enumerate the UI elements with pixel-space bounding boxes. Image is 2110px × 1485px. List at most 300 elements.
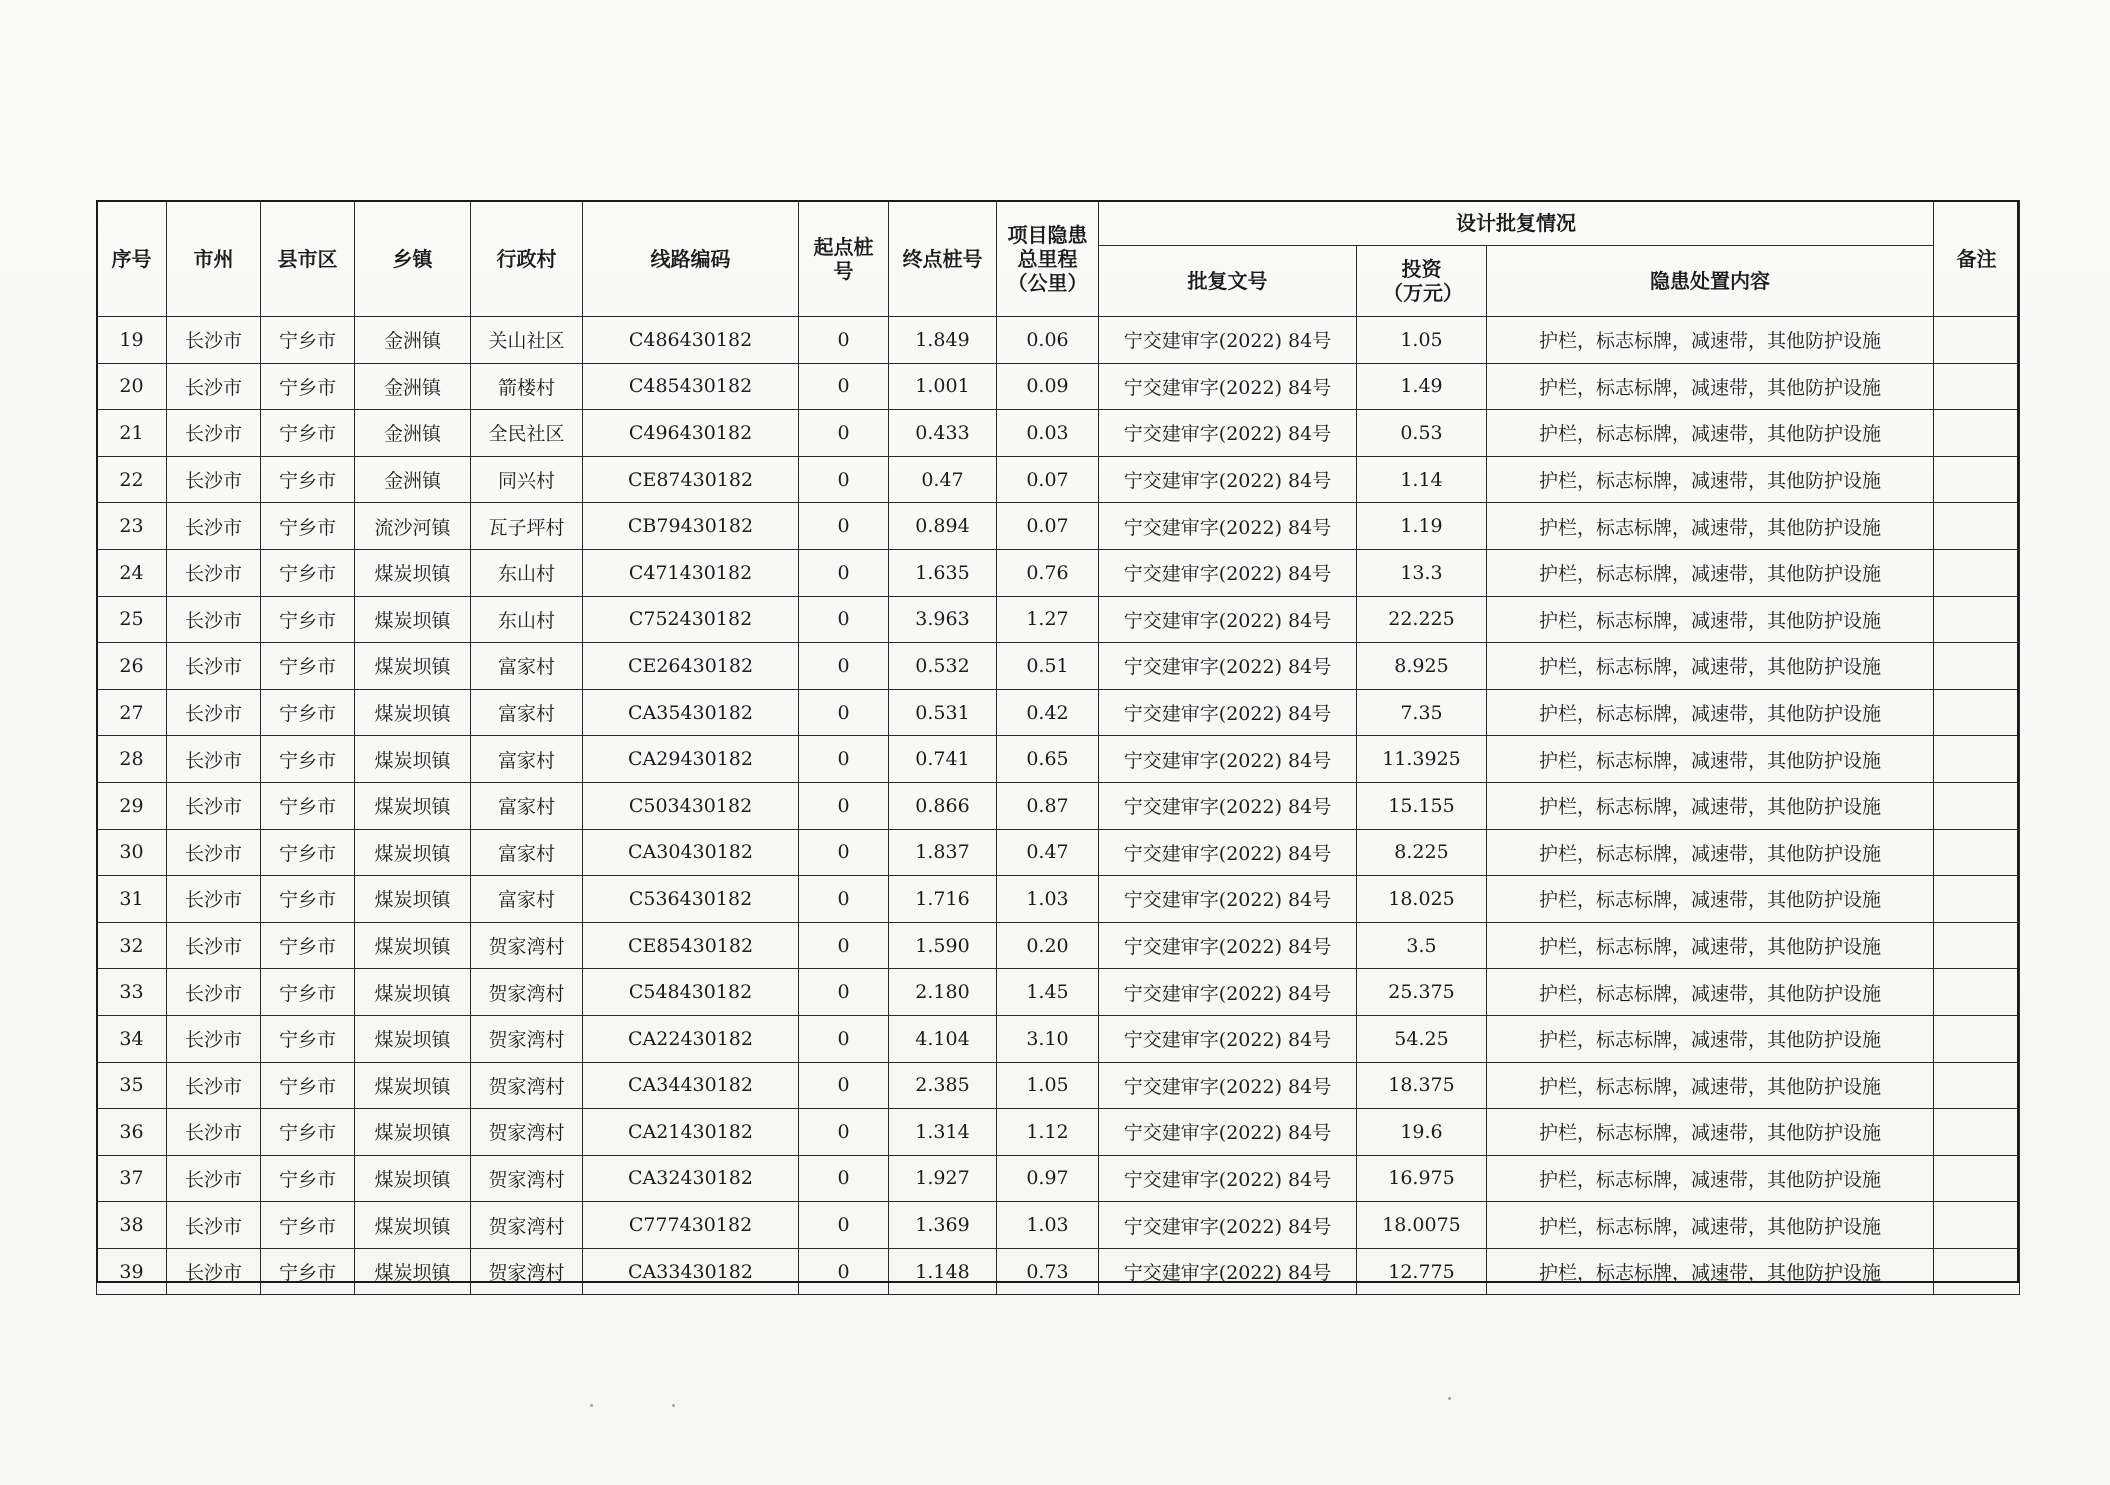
cell-investment: 16.975 bbox=[1357, 1155, 1487, 1202]
cell-town: 煤炭坝镇 bbox=[355, 876, 471, 923]
header-seq: 序号 bbox=[97, 201, 167, 317]
cell-investment: 1.05 bbox=[1357, 317, 1487, 364]
header-county: 县市区 bbox=[261, 201, 355, 317]
table-row bbox=[97, 922, 2020, 969]
cell-city: 长沙市 bbox=[167, 363, 261, 410]
cell-start-pile: 0 bbox=[799, 922, 889, 969]
cell-approval-doc: 宁交建审字(2022) 84号 bbox=[1099, 736, 1357, 783]
cell-town: 煤炭坝镇 bbox=[355, 782, 471, 829]
cell-investment: 18.025 bbox=[1357, 876, 1487, 923]
cell-mileage: 1.45 bbox=[997, 969, 1099, 1016]
table-row bbox=[97, 596, 2020, 643]
table-row bbox=[97, 410, 2020, 457]
cell-city: 长沙市 bbox=[167, 1155, 261, 1202]
cell-route-code: C548430182 bbox=[583, 969, 799, 1016]
cell-investment: 13.3 bbox=[1357, 549, 1487, 596]
cell-route-code: CA21430182 bbox=[583, 1109, 799, 1156]
cell-remark bbox=[1934, 363, 2020, 410]
cell-town: 金洲镇 bbox=[355, 363, 471, 410]
cell-city: 长沙市 bbox=[167, 317, 261, 364]
table-row bbox=[97, 782, 2020, 829]
cell-end-pile: 1.314 bbox=[889, 1109, 997, 1156]
cell-end-pile: 0.433 bbox=[889, 410, 997, 457]
cell-end-pile: 0.47 bbox=[889, 456, 997, 503]
cell-county: 宁乡市 bbox=[261, 1202, 355, 1249]
cell-start-pile: 0 bbox=[799, 1062, 889, 1109]
cell-route-code: CA22430182 bbox=[583, 1015, 799, 1062]
cell-village: 富家村 bbox=[471, 782, 583, 829]
cell-village: 同兴村 bbox=[471, 456, 583, 503]
cell-end-pile: 1.590 bbox=[889, 922, 997, 969]
cell-end-pile: 0.741 bbox=[889, 736, 997, 783]
cell-approval-doc: 宁交建审字(2022) 84号 bbox=[1099, 1062, 1357, 1109]
cell-remark bbox=[1934, 736, 2020, 783]
cell-route-code: C486430182 bbox=[583, 317, 799, 364]
cell-city: 长沙市 bbox=[167, 503, 261, 550]
cell-approval-doc: 宁交建审字(2022) 84号 bbox=[1099, 689, 1357, 736]
cell-mileage: 1.03 bbox=[997, 876, 1099, 923]
cell-town: 金洲镇 bbox=[355, 456, 471, 503]
cell-seq: 29 bbox=[97, 782, 167, 829]
header-mileage: 项目隐患总里程（公里） bbox=[997, 201, 1099, 317]
cell-village: 富家村 bbox=[471, 643, 583, 690]
cell-county: 宁乡市 bbox=[261, 596, 355, 643]
cell-village: 贺家湾村 bbox=[471, 1202, 583, 1249]
cell-content: 护栏，标志标牌，减速带，其他防护设施 bbox=[1487, 689, 1934, 736]
header-content: 隐患处置内容 bbox=[1487, 246, 1934, 317]
cell-town: 煤炭坝镇 bbox=[355, 1109, 471, 1156]
cell-town: 煤炭坝镇 bbox=[355, 549, 471, 596]
cell-county: 宁乡市 bbox=[261, 410, 355, 457]
cell-investment: 1.19 bbox=[1357, 503, 1487, 550]
cell-end-pile: 4.104 bbox=[889, 1015, 997, 1062]
cell-end-pile: 1.927 bbox=[889, 1155, 997, 1202]
cell-mileage: 0.51 bbox=[997, 643, 1099, 690]
cell-start-pile: 0 bbox=[799, 549, 889, 596]
cell-content: 护栏，标志标牌，减速带，其他防护设施 bbox=[1487, 549, 1934, 596]
table-row bbox=[97, 1062, 2020, 1109]
cell-route-code: C496430182 bbox=[583, 410, 799, 457]
cell-remark bbox=[1934, 1015, 2020, 1062]
cell-county: 宁乡市 bbox=[261, 363, 355, 410]
cell-content: 护栏，标志标牌，减速带，其他防护设施 bbox=[1487, 1062, 1934, 1109]
cell-content: 护栏，标志标牌，减速带，其他防护设施 bbox=[1487, 876, 1934, 923]
cell-content: 护栏，标志标牌，减速带，其他防护设施 bbox=[1487, 410, 1934, 457]
cell-village: 富家村 bbox=[471, 736, 583, 783]
cell-approval-doc: 宁交建审字(2022) 84号 bbox=[1099, 1202, 1357, 1249]
cell-county: 宁乡市 bbox=[261, 1109, 355, 1156]
cell-route-code: CE87430182 bbox=[583, 456, 799, 503]
cell-route-code: CA34430182 bbox=[583, 1062, 799, 1109]
cell-seq: 34 bbox=[97, 1015, 167, 1062]
cell-city: 长沙市 bbox=[167, 969, 261, 1016]
cell-county: 宁乡市 bbox=[261, 1015, 355, 1062]
cell-county: 宁乡市 bbox=[261, 643, 355, 690]
cell-remark bbox=[1934, 643, 2020, 690]
cell-remark bbox=[1934, 1155, 2020, 1202]
cell-county: 宁乡市 bbox=[261, 689, 355, 736]
cell-county: 宁乡市 bbox=[261, 876, 355, 923]
table-row bbox=[97, 1015, 2020, 1062]
cell-content: 护栏，标志标牌，减速带，其他防护设施 bbox=[1487, 1109, 1934, 1156]
cell-remark bbox=[1934, 689, 2020, 736]
cell-village: 贺家湾村 bbox=[471, 969, 583, 1016]
cell-route-code: C752430182 bbox=[583, 596, 799, 643]
cell-town: 煤炭坝镇 bbox=[355, 1015, 471, 1062]
cell-village: 箭楼村 bbox=[471, 363, 583, 410]
cell-city: 长沙市 bbox=[167, 1015, 261, 1062]
cell-county: 宁乡市 bbox=[261, 317, 355, 364]
cell-seq: 20 bbox=[97, 363, 167, 410]
cell-approval-doc: 宁交建审字(2022) 84号 bbox=[1099, 317, 1357, 364]
cell-remark bbox=[1934, 1062, 2020, 1109]
cell-city: 长沙市 bbox=[167, 596, 261, 643]
cell-city: 长沙市 bbox=[167, 736, 261, 783]
cell-end-pile: 2.385 bbox=[889, 1062, 997, 1109]
scan-speck bbox=[590, 1404, 593, 1407]
cell-route-code: CE85430182 bbox=[583, 922, 799, 969]
table-row bbox=[97, 363, 2020, 410]
cell-start-pile: 0 bbox=[799, 596, 889, 643]
cell-seq: 32 bbox=[97, 922, 167, 969]
cell-investment: 22.225 bbox=[1357, 596, 1487, 643]
cell-city: 长沙市 bbox=[167, 549, 261, 596]
cell-county: 宁乡市 bbox=[261, 922, 355, 969]
cell-city: 长沙市 bbox=[167, 643, 261, 690]
header-start-pile: 起点桩号 bbox=[799, 201, 889, 317]
cell-end-pile: 1.849 bbox=[889, 317, 997, 364]
cell-route-code: C536430182 bbox=[583, 876, 799, 923]
cell-end-pile: 0.894 bbox=[889, 503, 997, 550]
cell-investment: 18.0075 bbox=[1357, 1202, 1487, 1249]
cell-start-pile: 0 bbox=[799, 317, 889, 364]
cell-mileage: 0.47 bbox=[997, 829, 1099, 876]
cell-county: 宁乡市 bbox=[261, 549, 355, 596]
cell-end-pile: 0.532 bbox=[889, 643, 997, 690]
cell-start-pile: 0 bbox=[799, 363, 889, 410]
cell-seq: 24 bbox=[97, 549, 167, 596]
cell-mileage: 0.42 bbox=[997, 689, 1099, 736]
table-row bbox=[97, 1155, 2020, 1202]
cell-village: 贺家湾村 bbox=[471, 922, 583, 969]
cell-seq: 21 bbox=[97, 410, 167, 457]
cell-content: 护栏，标志标牌，减速带，其他防护设施 bbox=[1487, 456, 1934, 503]
cell-city: 长沙市 bbox=[167, 1062, 261, 1109]
cell-seq: 36 bbox=[97, 1109, 167, 1156]
cell-start-pile: 0 bbox=[799, 503, 889, 550]
cell-approval-doc: 宁交建审字(2022) 84号 bbox=[1099, 596, 1357, 643]
header-village: 行政村 bbox=[471, 201, 583, 317]
cell-content: 护栏，标志标牌，减速带，其他防护设施 bbox=[1487, 736, 1934, 783]
cell-start-pile: 0 bbox=[799, 689, 889, 736]
scan-speck bbox=[1448, 1397, 1451, 1400]
cell-remark bbox=[1934, 410, 2020, 457]
cell-start-pile: 0 bbox=[799, 1248, 889, 1295]
cell-start-pile: 0 bbox=[799, 1202, 889, 1249]
cell-village: 贺家湾村 bbox=[471, 1062, 583, 1109]
header-end-pile: 终点桩号 bbox=[889, 201, 997, 317]
cell-city: 长沙市 bbox=[167, 1109, 261, 1156]
cell-approval-doc: 宁交建审字(2022) 84号 bbox=[1099, 1109, 1357, 1156]
cell-start-pile: 0 bbox=[799, 643, 889, 690]
cell-start-pile: 0 bbox=[799, 1155, 889, 1202]
cell-seq: 28 bbox=[97, 736, 167, 783]
cell-remark bbox=[1934, 782, 2020, 829]
cell-end-pile: 1.369 bbox=[889, 1202, 997, 1249]
cell-start-pile: 0 bbox=[799, 456, 889, 503]
cell-mileage: 0.09 bbox=[997, 363, 1099, 410]
cell-county: 宁乡市 bbox=[261, 736, 355, 783]
cell-seq: 39 bbox=[97, 1248, 167, 1295]
cell-county: 宁乡市 bbox=[261, 1062, 355, 1109]
cell-village: 贺家湾村 bbox=[471, 1109, 583, 1156]
cell-content: 护栏，标志标牌，减速带，其他防护设施 bbox=[1487, 829, 1934, 876]
table-row bbox=[97, 689, 2020, 736]
scan-speck bbox=[672, 1404, 675, 1407]
cell-seq: 19 bbox=[97, 317, 167, 364]
table-row bbox=[97, 643, 2020, 690]
cell-content: 护栏，标志标牌，减速带，其他防护设施 bbox=[1487, 503, 1934, 550]
cell-end-pile: 3.963 bbox=[889, 596, 997, 643]
cell-start-pile: 0 bbox=[799, 736, 889, 783]
cell-investment: 25.375 bbox=[1357, 969, 1487, 1016]
table-row bbox=[97, 876, 2020, 923]
cell-approval-doc: 宁交建审字(2022) 84号 bbox=[1099, 643, 1357, 690]
cell-approval-doc: 宁交建审字(2022) 84号 bbox=[1099, 1248, 1357, 1295]
cell-mileage: 1.27 bbox=[997, 596, 1099, 643]
cell-remark bbox=[1934, 596, 2020, 643]
cell-approval-doc: 宁交建审字(2022) 84号 bbox=[1099, 876, 1357, 923]
cell-town: 煤炭坝镇 bbox=[355, 1248, 471, 1295]
cell-seq: 23 bbox=[97, 503, 167, 550]
cell-content: 护栏，标志标牌，减速带，其他防护设施 bbox=[1487, 596, 1934, 643]
cell-approval-doc: 宁交建审字(2022) 84号 bbox=[1099, 922, 1357, 969]
cell-seq: 25 bbox=[97, 596, 167, 643]
cell-approval-doc: 宁交建审字(2022) 84号 bbox=[1099, 549, 1357, 596]
cell-seq: 31 bbox=[97, 876, 167, 923]
cell-approval-doc: 宁交建审字(2022) 84号 bbox=[1099, 782, 1357, 829]
header-remarks: 备注 bbox=[1934, 201, 2020, 317]
cell-start-pile: 0 bbox=[799, 1015, 889, 1062]
cell-content: 护栏，标志标牌，减速带，其他防护设施 bbox=[1487, 1015, 1934, 1062]
cell-city: 长沙市 bbox=[167, 689, 261, 736]
cell-mileage: 1.12 bbox=[997, 1109, 1099, 1156]
cell-remark bbox=[1934, 876, 2020, 923]
cell-mileage: 3.10 bbox=[997, 1015, 1099, 1062]
cell-county: 宁乡市 bbox=[261, 1248, 355, 1295]
cell-investment: 8.225 bbox=[1357, 829, 1487, 876]
cell-county: 宁乡市 bbox=[261, 456, 355, 503]
cell-mileage: 1.05 bbox=[997, 1062, 1099, 1109]
table-row bbox=[97, 456, 2020, 503]
cell-village: 富家村 bbox=[471, 829, 583, 876]
cell-start-pile: 0 bbox=[799, 829, 889, 876]
header-investment: 投资（万元） bbox=[1357, 246, 1487, 317]
cell-approval-doc: 宁交建审字(2022) 84号 bbox=[1099, 829, 1357, 876]
cell-route-code: C485430182 bbox=[583, 363, 799, 410]
cell-city: 长沙市 bbox=[167, 876, 261, 923]
cell-end-pile: 1.837 bbox=[889, 829, 997, 876]
cell-town: 煤炭坝镇 bbox=[355, 969, 471, 1016]
cell-town: 煤炭坝镇 bbox=[355, 1202, 471, 1249]
cell-investment: 12.775 bbox=[1357, 1248, 1487, 1295]
cell-end-pile: 2.180 bbox=[889, 969, 997, 1016]
cell-town: 煤炭坝镇 bbox=[355, 689, 471, 736]
cell-town: 煤炭坝镇 bbox=[355, 1155, 471, 1202]
road-hazard-table bbox=[96, 200, 2020, 1295]
header-town: 乡镇 bbox=[355, 201, 471, 317]
cell-village: 贺家湾村 bbox=[471, 1155, 583, 1202]
table-row bbox=[97, 736, 2020, 783]
header-approval-group: 设计批复情况 bbox=[1099, 201, 1934, 246]
cell-town: 金洲镇 bbox=[355, 317, 471, 364]
cell-investment: 0.53 bbox=[1357, 410, 1487, 457]
cell-mileage: 0.73 bbox=[997, 1248, 1099, 1295]
cell-county: 宁乡市 bbox=[261, 503, 355, 550]
header-city: 市州 bbox=[167, 201, 261, 317]
cell-content: 护栏，标志标牌，减速带，其他防护设施 bbox=[1487, 1248, 1934, 1295]
cell-village: 东山村 bbox=[471, 596, 583, 643]
cell-approval-doc: 宁交建审字(2022) 84号 bbox=[1099, 1015, 1357, 1062]
cell-investment: 8.925 bbox=[1357, 643, 1487, 690]
cell-start-pile: 0 bbox=[799, 1109, 889, 1156]
cell-county: 宁乡市 bbox=[261, 829, 355, 876]
cell-remark bbox=[1934, 829, 2020, 876]
cell-village: 瓦子坪村 bbox=[471, 503, 583, 550]
table-row bbox=[97, 317, 2020, 364]
cell-route-code: CA29430182 bbox=[583, 736, 799, 783]
cell-approval-doc: 宁交建审字(2022) 84号 bbox=[1099, 456, 1357, 503]
cell-investment: 18.375 bbox=[1357, 1062, 1487, 1109]
cell-seq: 33 bbox=[97, 969, 167, 1016]
cell-route-code: C503430182 bbox=[583, 782, 799, 829]
cell-village: 贺家湾村 bbox=[471, 1248, 583, 1295]
cell-remark bbox=[1934, 1248, 2020, 1295]
table-row bbox=[97, 1248, 2020, 1295]
cell-city: 长沙市 bbox=[167, 456, 261, 503]
cell-end-pile: 1.148 bbox=[889, 1248, 997, 1295]
cell-village: 关山社区 bbox=[471, 317, 583, 364]
cell-investment: 1.14 bbox=[1357, 456, 1487, 503]
cell-seq: 38 bbox=[97, 1202, 167, 1249]
cell-content: 护栏，标志标牌，减速带，其他防护设施 bbox=[1487, 969, 1934, 1016]
cell-city: 长沙市 bbox=[167, 1202, 261, 1249]
cell-county: 宁乡市 bbox=[261, 782, 355, 829]
cell-village: 富家村 bbox=[471, 689, 583, 736]
header-route-code: 线路编码 bbox=[583, 201, 799, 317]
cell-approval-doc: 宁交建审字(2022) 84号 bbox=[1099, 1155, 1357, 1202]
cell-city: 长沙市 bbox=[167, 829, 261, 876]
cell-route-code: C471430182 bbox=[583, 549, 799, 596]
cell-mileage: 0.76 bbox=[997, 549, 1099, 596]
cell-mileage: 0.65 bbox=[997, 736, 1099, 783]
cell-village: 贺家湾村 bbox=[471, 1015, 583, 1062]
cell-town: 煤炭坝镇 bbox=[355, 736, 471, 783]
cell-town: 煤炭坝镇 bbox=[355, 922, 471, 969]
cell-county: 宁乡市 bbox=[261, 1155, 355, 1202]
cell-content: 护栏，标志标牌，减速带，其他防护设施 bbox=[1487, 317, 1934, 364]
cell-seq: 37 bbox=[97, 1155, 167, 1202]
cell-mileage: 0.03 bbox=[997, 410, 1099, 457]
cell-investment: 19.6 bbox=[1357, 1109, 1487, 1156]
cell-seq: 35 bbox=[97, 1062, 167, 1109]
cell-seq: 27 bbox=[97, 689, 167, 736]
cell-end-pile: 0.866 bbox=[889, 782, 997, 829]
cell-city: 长沙市 bbox=[167, 782, 261, 829]
cell-route-code: CB79430182 bbox=[583, 503, 799, 550]
cell-route-code: CE26430182 bbox=[583, 643, 799, 690]
header-row-1 bbox=[97, 201, 2020, 246]
cell-village: 全民社区 bbox=[471, 410, 583, 457]
table-row bbox=[97, 549, 2020, 596]
cell-county: 宁乡市 bbox=[261, 969, 355, 1016]
cell-town: 煤炭坝镇 bbox=[355, 643, 471, 690]
cell-investment: 54.25 bbox=[1357, 1015, 1487, 1062]
cell-city: 长沙市 bbox=[167, 410, 261, 457]
cell-route-code: CA33430182 bbox=[583, 1248, 799, 1295]
cell-end-pile: 1.635 bbox=[889, 549, 997, 596]
table-body bbox=[97, 317, 2020, 1295]
cell-mileage: 0.06 bbox=[997, 317, 1099, 364]
cell-start-pile: 0 bbox=[799, 410, 889, 457]
table-row bbox=[97, 969, 2020, 1016]
cell-investment: 15.155 bbox=[1357, 782, 1487, 829]
cell-mileage: 0.07 bbox=[997, 503, 1099, 550]
cell-investment: 11.3925 bbox=[1357, 736, 1487, 783]
cell-start-pile: 0 bbox=[799, 969, 889, 1016]
cell-town: 金洲镇 bbox=[355, 410, 471, 457]
cell-town: 流沙河镇 bbox=[355, 503, 471, 550]
cell-investment: 1.49 bbox=[1357, 363, 1487, 410]
cell-seq: 22 bbox=[97, 456, 167, 503]
table-row bbox=[97, 503, 2020, 550]
cell-start-pile: 0 bbox=[799, 876, 889, 923]
table-row bbox=[97, 1109, 2020, 1156]
table-row bbox=[97, 1202, 2020, 1249]
table-row bbox=[97, 829, 2020, 876]
header-approval-doc: 批复文号 bbox=[1099, 246, 1357, 317]
cell-content: 护栏，标志标牌，减速带，其他防护设施 bbox=[1487, 782, 1934, 829]
cell-mileage: 0.97 bbox=[997, 1155, 1099, 1202]
cell-route-code: C777430182 bbox=[583, 1202, 799, 1249]
cell-remark bbox=[1934, 922, 2020, 969]
cell-route-code: CA30430182 bbox=[583, 829, 799, 876]
cell-content: 护栏，标志标牌，减速带，其他防护设施 bbox=[1487, 1202, 1934, 1249]
cell-remark bbox=[1934, 503, 2020, 550]
cell-end-pile: 0.531 bbox=[889, 689, 997, 736]
cell-town: 煤炭坝镇 bbox=[355, 596, 471, 643]
cell-mileage: 0.20 bbox=[997, 922, 1099, 969]
cell-content: 护栏，标志标牌，减速带，其他防护设施 bbox=[1487, 363, 1934, 410]
cell-remark bbox=[1934, 1109, 2020, 1156]
cell-approval-doc: 宁交建审字(2022) 84号 bbox=[1099, 363, 1357, 410]
cell-town: 煤炭坝镇 bbox=[355, 829, 471, 876]
cell-mileage: 0.87 bbox=[997, 782, 1099, 829]
cell-seq: 30 bbox=[97, 829, 167, 876]
cell-route-code: CA35430182 bbox=[583, 689, 799, 736]
cell-content: 护栏，标志标牌，减速带，其他防护设施 bbox=[1487, 1155, 1934, 1202]
cell-village: 富家村 bbox=[471, 876, 583, 923]
cell-end-pile: 1.001 bbox=[889, 363, 997, 410]
cell-start-pile: 0 bbox=[799, 782, 889, 829]
cell-village: 东山村 bbox=[471, 549, 583, 596]
cell-approval-doc: 宁交建审字(2022) 84号 bbox=[1099, 503, 1357, 550]
cell-approval-doc: 宁交建审字(2022) 84号 bbox=[1099, 410, 1357, 457]
cell-remark bbox=[1934, 317, 2020, 364]
cell-remark bbox=[1934, 549, 2020, 596]
cell-mileage: 1.03 bbox=[997, 1202, 1099, 1249]
cell-investment: 3.5 bbox=[1357, 922, 1487, 969]
